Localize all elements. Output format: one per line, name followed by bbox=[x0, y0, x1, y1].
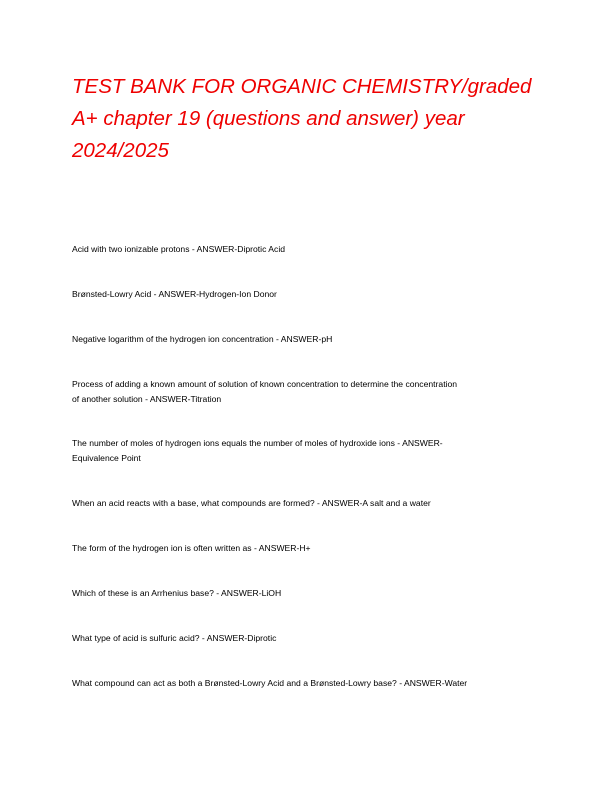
qa-text: What compound can act as both a Brønsted-Lowry Acid and a Brønsted-Lowry base? - ANSWER-Water bbox=[72, 678, 468, 688]
qa-item bbox=[72, 676, 540, 691]
qa-item bbox=[72, 287, 540, 302]
qa-item bbox=[72, 541, 540, 556]
qa-text: What type of acid is sulfuric acid? - ANSWER-Diprotic bbox=[72, 633, 277, 643]
qa-item bbox=[72, 436, 540, 465]
qa-item bbox=[72, 332, 540, 347]
qa-text: The form of the hydrogen ion is often written as - ANSWER-H+ bbox=[72, 543, 311, 553]
qa-item bbox=[72, 586, 540, 601]
document-title bbox=[72, 71, 540, 167]
qa-item bbox=[72, 242, 540, 257]
qa-text: The number of moles of hydrogen ions equals the number of moles of hydroxide ions - ANSWER- bbox=[72, 438, 443, 448]
qa-text: Which of these is an Arrhenius base? - ANSWER-LiOH bbox=[72, 588, 282, 598]
qa-text: of another solution - ANSWER-Titration bbox=[72, 393, 222, 404]
qa-text: Equivalence Point bbox=[72, 452, 141, 463]
qa-text: Acid with two ionizable protons - ANSWER-Diprotic Acid bbox=[72, 244, 286, 254]
qa-text: Brønsted-Lowry Acid - ANSWER-Hydrogen-Ion Donor bbox=[72, 289, 277, 299]
title-line: TEST BANK FOR ORGANIC CHEMISTRY/graded bbox=[72, 75, 532, 98]
title-line: A+ chapter 19 (questions and answer) year bbox=[72, 107, 465, 130]
title-line: 2024/2025 bbox=[72, 139, 169, 162]
qa-item bbox=[72, 631, 540, 646]
qa-item bbox=[72, 377, 540, 406]
qa-text: When an acid reacts with a base, what compounds are formed? - ANSWER-A salt and a water bbox=[72, 498, 431, 508]
qa-item bbox=[72, 496, 540, 511]
qa-text: Negative logarithm of the hydrogen ion concentration - ANSWER-pH bbox=[72, 334, 333, 344]
qa-text: Process of adding a known amount of solution of known concentration to determine the concentration bbox=[72, 379, 458, 389]
